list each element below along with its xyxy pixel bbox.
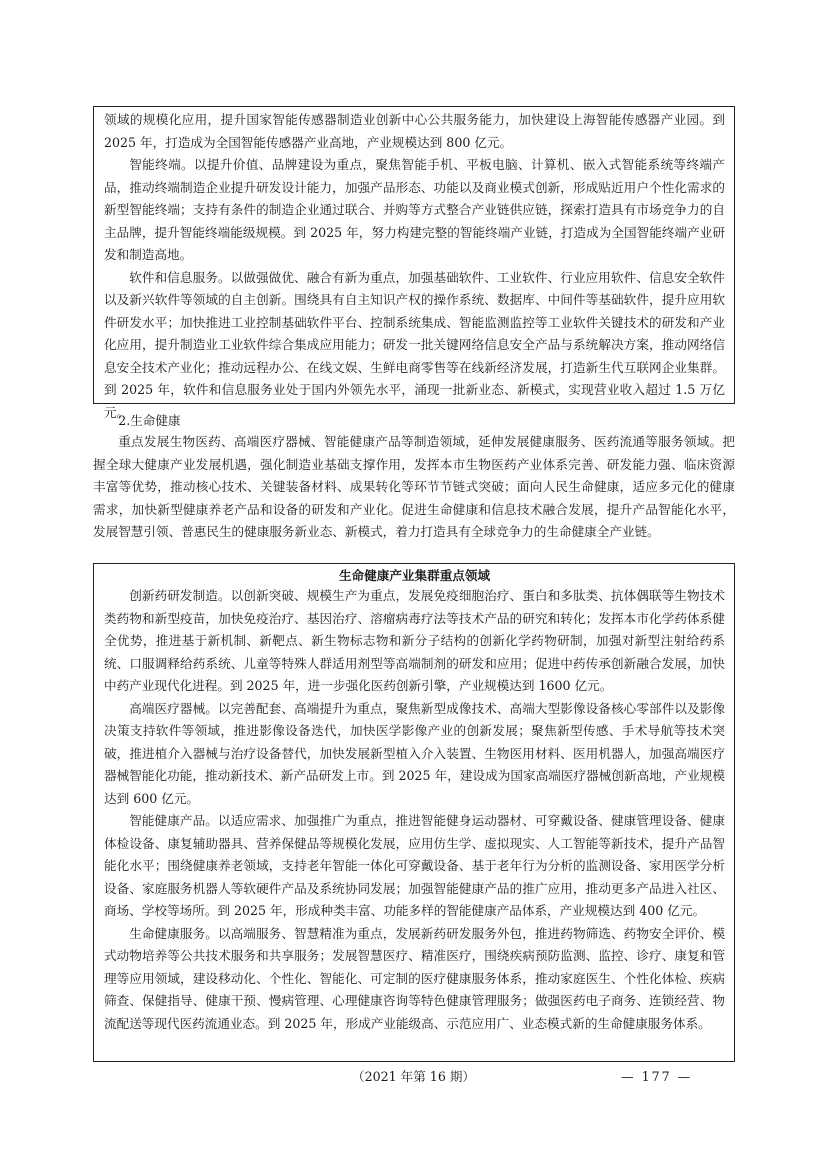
section-body-wrapper xyxy=(93,431,735,544)
section-heading: 2.生命健康 xyxy=(118,413,181,428)
page-number: — 177 — xyxy=(621,1069,693,1084)
box1-paragraph-2: 智能终端。以提升价值、品牌建设为重点，聚焦智能手机、平板电脑、计算机、嵌入式智能系统等终端产品，推动终端制造企业提升研发设计能力，加强产品形态、功能以及商业模式创新，形成贴近用户个性化需求的新型智能终端；支持有条件的制造企业通过联合、并购等方式整合产业链供应链，探索打造具有市场竞争力的自主品牌，提升智能终端能级规模。到 2025 年，努力构建完整的智能终端产业链，打造成为全国智能终端产业研发和制造高地。 xyxy=(104,157,725,262)
box2-paragraph-2: 高端医疗器械。以完善配套、高端提升为重点，聚焦新型成像技术、高端大型影像设备核心零部件以及影像决策支持软件等领域，推进影像设备迭代，加快医学影像产业的创新发展；聚焦新型传感、手术导航等技术突破，推进植介入器械与治疗设备替代，加快发展新型植入介入装置、生物医用材料、医用机器人，加强高端医疗器械智能化功能，推动新技术、新产品研发上市。到 2025 年，建设成为国家高端医疗器械创新高地，产业规模达到 600 亿元。 xyxy=(104,700,725,806)
sidebar-box-electronics xyxy=(93,106,735,420)
section-body: 重点发展生物医药、高端医疗器械、智能健康产品等制造领域，延伸发展健康服务、医药流通等服务领域。把握全球大健康产业发展机遇，强化制造业基础支撑作用，发挥本市生物医药产业体系完善、研发能力强、临床资源丰富等优势，推动核心技术、关键装备材料、成果转化等环节节链式突破；面向人民生命健康，适应多元化的健康需求，加快新型健康养老产品和设备的研发和产业化。促进生命健康和信息技术融合发展，提升产品智能化水平，发展智慧引领、普惠民生的健康服务新业态、新模式，着力打造具有全球竞争力的生命健康全产业链。 xyxy=(93,434,735,539)
box2-paragraph-4: 生命健康服务。以高端服务、智慧精准为重点，发展新药研发服务外包，推进药物筛选、药物安全评价、模式动物培养等公共技术服务和共享服务；发展智慧医疗、精准医疗，围绕疾病预防监测、监控、诊疗、康复和管理等应用领域，建设移动化、个性化、智能化、可定制的医疗健康服务体系，推动家庭医生、个性化体检、疾病筛查、保健指导、健康干预、慢病管理、心理健康咨询等特色健康管理服务；做强医药电子商务、连锁经营、物流配送等现代医药流通业态。到 2025 年，形成产业能级高、示范应用广、业态模式新的生命健康服务体系。 xyxy=(104,925,725,1031)
section-heading-wrapper xyxy=(93,410,735,433)
footer-issue: （2021 年第 16 期） xyxy=(351,1069,476,1084)
box2-paragraph-1: 创新药研发制造。以创新突破、规模生产为重点，发展免疫细胞治疗、蛋白和多肽类、抗体偶联等生物技术类药物和新型疫苗，加快免疫治疗、基因治疗、溶瘤病毒疗法等技术产品的研究和转化；发挥本市化学药体系健全优势，推进基于新机制、新靶点、新生物标志物和新分子结构的创新化学药物研制，加强对新型注射给药系统、口服调释给药系统、儿童等特殊人群适用剂型等高端制剂的研发和应用；促进中药传承创新融合发展，加快中药产业现代化进程。到 2025 年，进一步强化医药创新引擎，产业规模达到 1600 亿元。 xyxy=(104,588,725,693)
box1-paragraph-1: 领域的规模化应用，提升国家智能传感器制造业创新中心公共服务能力，加快建设上海智能传感器产业园。到 2025 年，打造成为全国智能传感器产业高地，产业规模达到 800 亿元。 xyxy=(104,112,725,150)
box2-title: 生命健康产业集群重点领域 xyxy=(338,568,491,583)
sidebar-box-life-health xyxy=(93,563,735,1062)
box2-paragraph-3: 智能健康产品。以适应需求、加强推广为重点，推进智能健身运动器材、可穿戴设备、健康管理设备、健康体检设备、康复辅助器具、营养保健品等规模化发展，应用仿生学、虚拟现实、人工智能等新技术，提升产品智能化水平；围绕健康养老领域，支持老年智能一体化可穿戴设备、基于老年行为分析的监测设备、家用医学分析设备、家庭服务机器人等软硬件产品及系统协同发展；加强智能健康产品的推广应用，推动更多产品进入社区、商场、学校等场所。到 2025 年，形成种类丰富、功能多样的智能健康产品体系，产业规模达到 400 亿元。 xyxy=(104,813,725,918)
box1-paragraph-3: 软件和信息服务。以做强做优、融合有新为重点，加强基础软件、工业软件、行业应用软件、信息安全软件以及新兴软件等领域的自主创新。围绕具有自主知识产权的操作系统、数据库、中间件等基础软件，提升应用软件研发水平；加快推进工业控制基础软件平台、控制系统集成、智能监测监控等工业软件关键技术的研发和产业化应用，提升制造业工业软件综合集成应用能力；研发一批关键网络信息安全产品与系统解决方案，推动网络信息安全技术产业化；推动远程办公、在线文娱、生鲜电商零售等在线新经济发展，打造新生代互联网企业集群。到 2025 年，软件和信息服务业处于国内外领先水平，涌现一批新业态、新模式，实现营业收入超过 1.5 万亿元。 xyxy=(104,269,725,420)
